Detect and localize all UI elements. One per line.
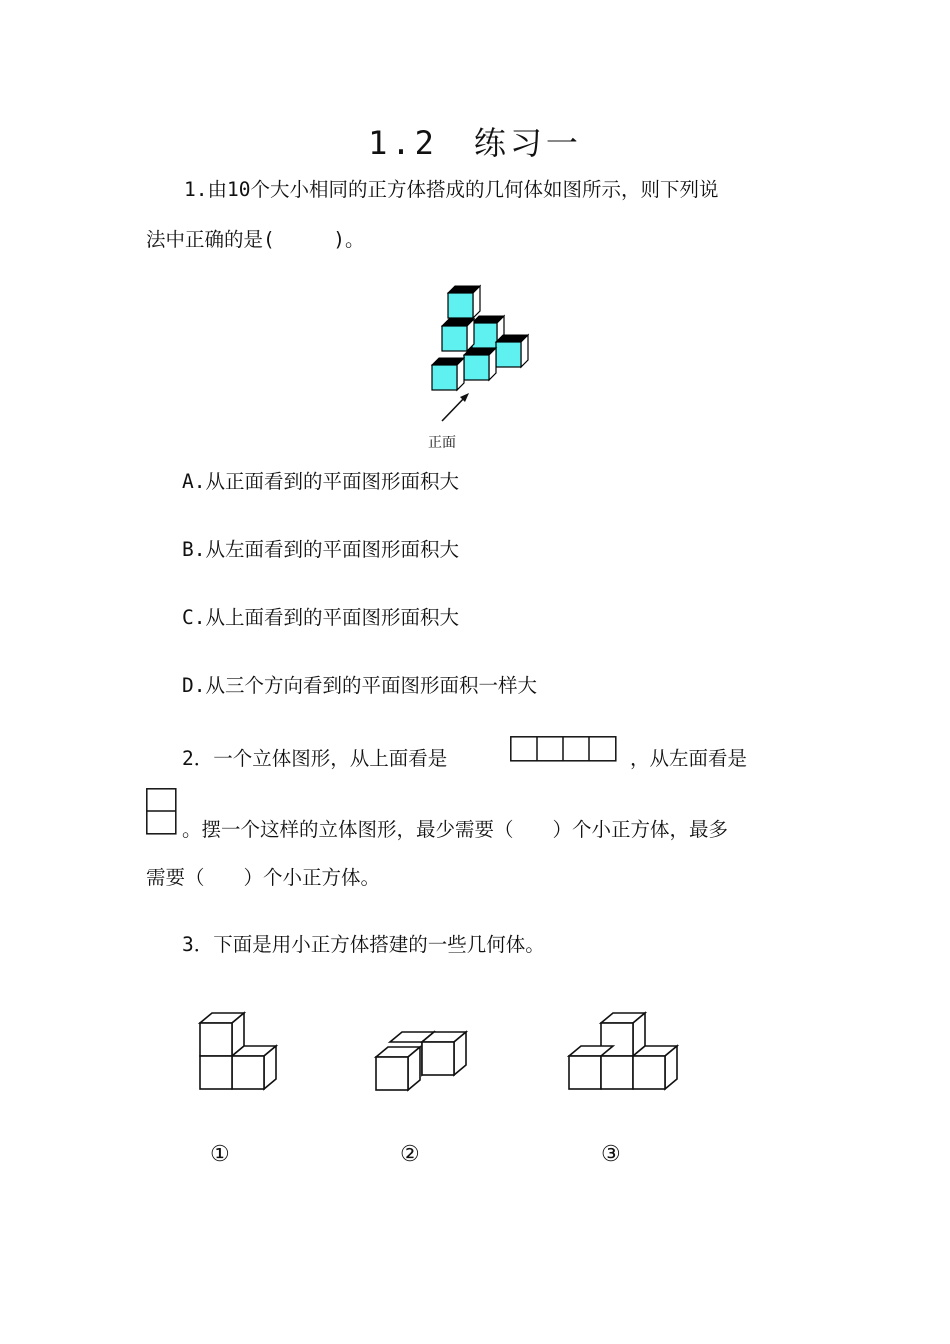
cube-1 [448, 286, 480, 318]
q1-option-a: A.从正面看到的平面图形面积大 [182, 470, 459, 493]
q3-figure-2 [370, 1020, 480, 1100]
q3-text: 3．下面是用小正方体搭建的一些几何体。 [182, 933, 545, 956]
q3-figure-1 [190, 1005, 290, 1100]
q2-top-view-figure [510, 736, 618, 762]
q3-label-1: ① [210, 1142, 230, 1167]
q1-option-b: B.从左面看到的平面图形面积大 [182, 538, 459, 561]
q2-part2: ，从左面看是 [630, 747, 748, 770]
cube-4 [442, 319, 474, 351]
q3-label-2: ② [400, 1142, 420, 1167]
cube-5 [464, 348, 496, 380]
q2-part1: 2．一个立体图形，从上面看是 [182, 747, 448, 770]
cube-3 [496, 335, 528, 367]
q1-option-c: C.从上面看到的平面图形面积大 [182, 606, 459, 629]
page-title: 1.2 练习一 [368, 124, 582, 162]
q1-line1: 1.由10个大小相同的正方体搭成的几何体如图所示，则下列说 [184, 178, 719, 201]
q1-cube-stack-figure [420, 283, 540, 453]
cube-6 [432, 358, 464, 390]
q1-line2: 法中正确的是( )。 [146, 228, 365, 251]
q3-figure-3 [560, 1005, 690, 1100]
q2-left-view-figure [146, 788, 178, 836]
q2-part3: 。摆一个这样的立体图形，最少需要（ ）个小正方体，最多 [182, 818, 729, 841]
q3-label-3: ③ [601, 1142, 621, 1167]
front-label: 正面 [428, 435, 456, 451]
q2-part4: 需要（ ）个小正方体。 [146, 866, 381, 889]
q1-option-d: D.从三个方向看到的平面图形面积一样大 [182, 674, 537, 697]
